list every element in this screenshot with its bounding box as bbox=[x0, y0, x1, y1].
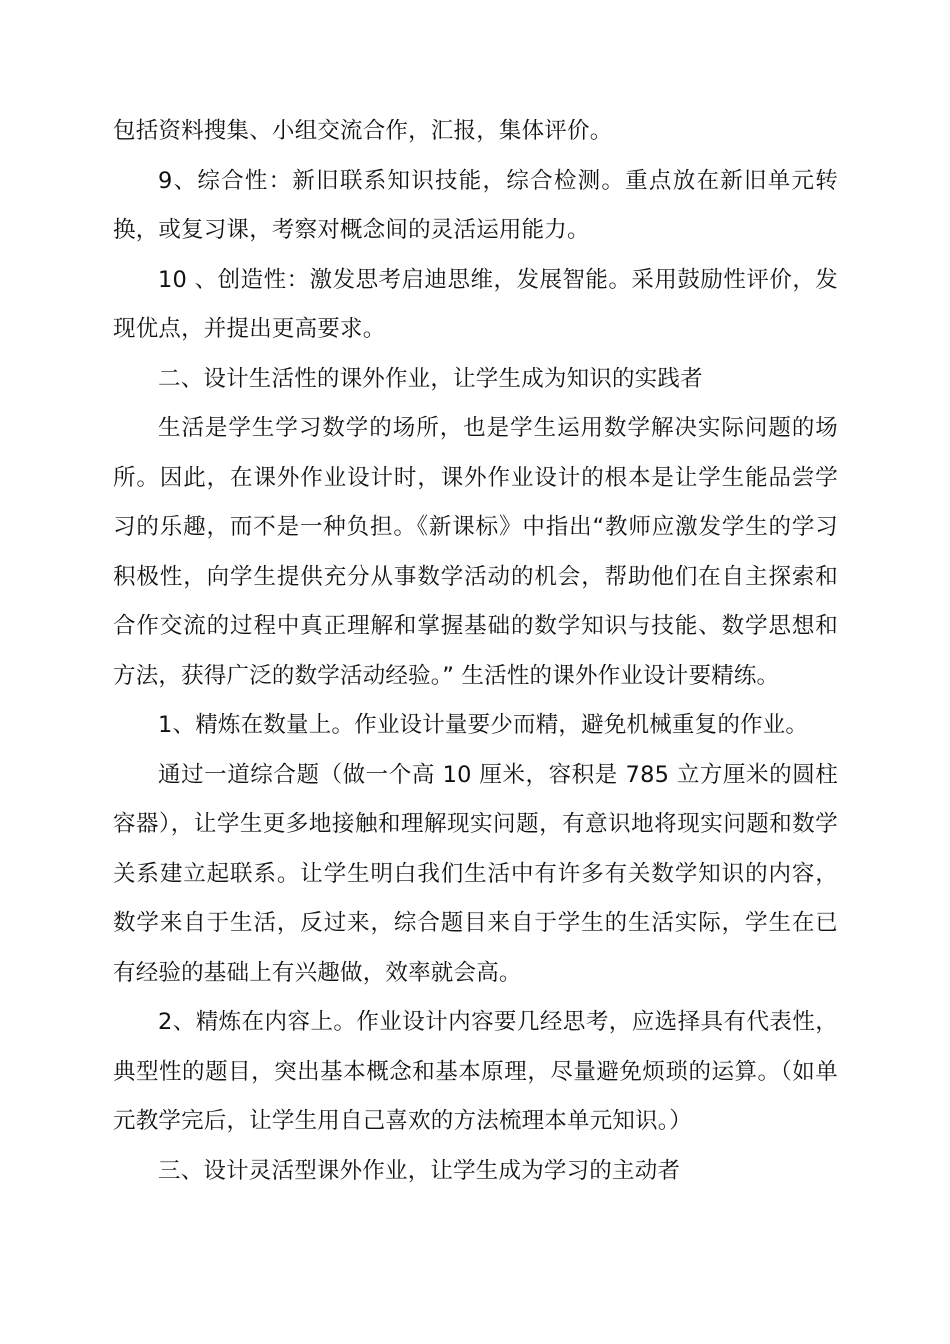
paragraph-item-10-creative: 10 、创造性：激发思考启迪思维，发展智能。采用鼓励性评价，发现优点，并提出更高要求。 bbox=[113, 266, 838, 342]
document-body bbox=[113, 107, 838, 1196]
section-heading-2: 二、设计生活性的课外作业，让学生成为知识的实践者 bbox=[158, 365, 703, 392]
paragraph-point-1-quantity: 1、精炼在数量上。作业设计量要少而精，避免机械重复的作业。 bbox=[158, 712, 809, 738]
paragraph-example-cylinder: 通过一道综合题（做一个高 10 厘米，容积是 785 立方厘米的圆柱容器），让学生更多地接触和理解现实问题，有意识地将现实问题和数学关系建立起联系。让学生明白我们生活中有许多有关数学知识的内容，数学来自于生活，反过来，综合题目来自于学生的生活实际，学生在已有经验的基础上有兴趣做，效率就会高。 bbox=[113, 761, 838, 986]
paragraph-life-homework: 生活是学生学习数学的场所，也是学生运用数学解决实际问题的场所。因此，在课外作业设计时，课外作业设计的根本是让学生能品尝学习的乐趣，而不是一种负担。《新课标》中指出“教师应激发学生的学习积极性，向学生提供充分从事数学活动的机会，帮助他们在自主探索和合作交流的过程中真正理解和掌握基础的数学知识与技能、数学思想和方法，获得广泛的数学活动经验。” 生活性的课外作业设计要精练。 bbox=[113, 415, 838, 689]
section-heading-3: 三、设计灵活型课外作业，让学生成为学习的主动者 bbox=[158, 1157, 681, 1184]
paragraph-point-2-content: 2、精炼在内容上。作业设计内容要几经思考，应选择具有代表性，典型性的题目，突出基本概念和基本原理，尽量避免烦琐的运算。（如单元教学完后，让学生用自己喜欢的方法梳理本单元知识。） bbox=[113, 1009, 838, 1134]
paragraph-item-9-comprehensive: 9、综合性：新旧联系知识技能，综合检测。重点放在新旧单元转换，或复习课，考察对概念间的灵活运用能力。 bbox=[113, 167, 838, 243]
paragraph-continuation: 包括资料搜集、小组交流合作，汇报，集体评价。 bbox=[113, 118, 613, 144]
